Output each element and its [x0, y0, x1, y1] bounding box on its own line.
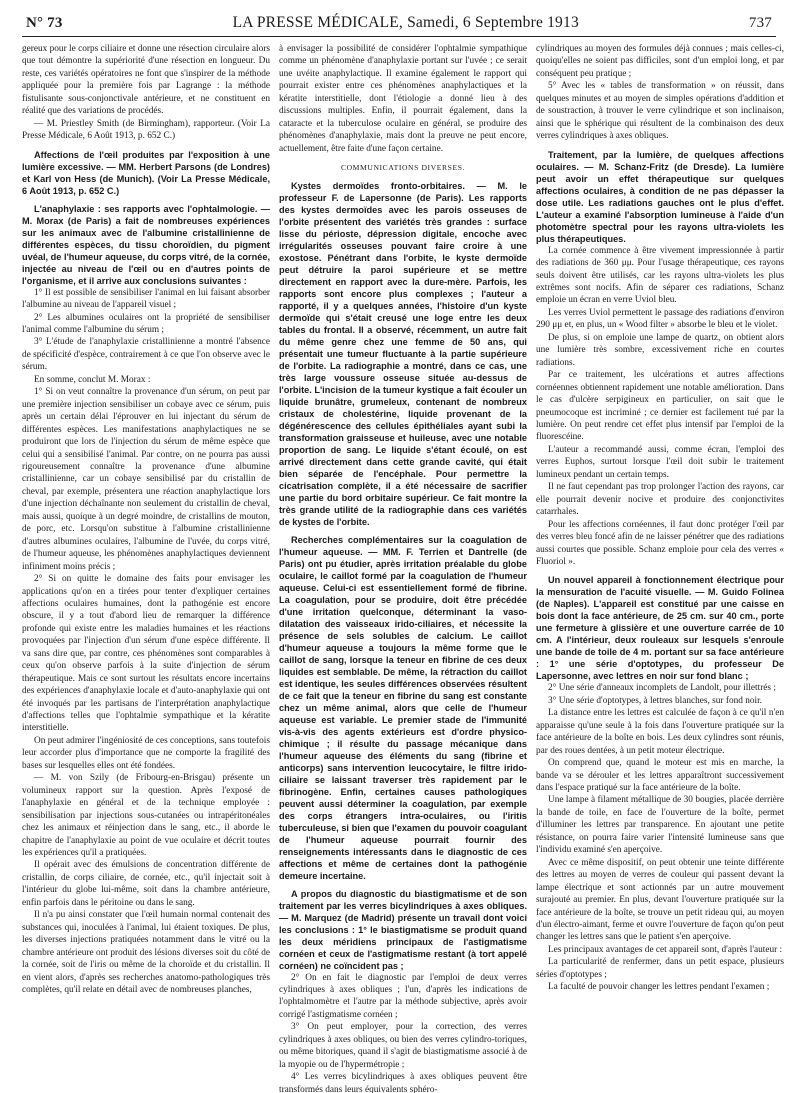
paragraph: 4° Les verres bicylindriques à axes obliques peuvent être transformés dans leurs équivalents sphéro- — [279, 1072, 527, 1093]
article-heading: Recherches complémentaires sur la coagulation de l'humeur aqueuse. — MM. F. Terrien et Dantrelle (de Paris) ont pu étudier, après irritation préalable du globe oculaire, le caillot formé par la coagulation de l'humeur aqueuse. Celui-ci est essentiellement formé de fibrine. La coagulation, pour se produire, doit être précédée d'une irritation quelconque, déterminant la vaso-dilatation des vaisseaux irido-ciliaires, et nécessite la présence de sels solubles de calcium. Le caillot d'humeur aqueuse a toujours la même forme que le caillot de sang, lorsque la teneur en fibrine de ces deux liquides est semblable. De même, la rétraction du caillot est identique, les seules différences observées résultent de ce fait que la teneur en fibrine du sang est constante chez un même animal, alors que celle de l'humeur aqueuse est variable. Le premier stade de l'immunité vis-à-vis des agents extérieurs est d'ordre physico-chimique ; il résulte du passage mécanique dans l'humeur aqueuse des éléments du sang (fibrine et anticorps) sans intervention leucocytaire, le filtre irido-ciliaire se laissant traverser très rapidement par le fibrinogène. Enfin, certaines causes pathologiques peuvent aussi déterminer la coagulation, par exemple des corps étrangers intra-oculaires, ou l'iritis tuberculeuse, si bien que l'examen du pouvoir coagulant de l'humeur aqueuse pourrait fournir des renseignements intéressants dans le diagnostic de ces affections et même de certaines dont la pathogénie demeure incertaine. — [279, 534, 527, 881]
journal-title: LA PRESSE MÉDICALE, Samedi, 6 Septembre 1913 — [232, 14, 579, 31]
paragraph: La distance entre les lettres est calculée de façon à ce qu'il n'en apparaisse qu'une seule à la fois dans l'ouverture pratiquée sur la face antérieure de la boîte en bois. Les deux cylindres sont réunis, par des roues dentées, à un petit moteur électrique. — [536, 708, 784, 756]
paragraph: La particularité de renfermer, dans un petit espace, plusieurs séries d'optotypes ; — [536, 957, 784, 980]
paragraph: 5° Avec les « tables de transformation » on réussit, dans quelques minutes et au moyen de simples opérations d'addition et de soustraction, à trouver le verre cylindrique et son inclinaison, ainsi que le sphérique qui résultent de la combinaison des deux verres cylindriques à axes obliques. — [536, 81, 784, 142]
header-rule — [22, 36, 776, 37]
column-left — [22, 43, 270, 1093]
article-heading: Un nouvel appareil à fonctionnement électrique pour la mensuration de l'acuité visuelle. — M. Guido Folinea (de Naples). L'appareil est constitué par une caisse en bois dont la face antérieure, de 25 cm. sur 40 cm., porte une fermeture à glissière et une ouverture carrée de 10 cm. A l'intérieur, deux rouleaux sur lesquels s'enroule une bande de toile de 4 m. portant sur sa face antérieure : 1° une série d'optotypes, du professeur De Lapersonne, avec lettres en noir sur fond blanc ; — [536, 575, 784, 682]
article-heading: L'anaphylaxie : ses rapports avec l'ophtalmologie. — M. Morax (de Paris) a fait de nombreuses expériences sur les animaux avec de l'albumine cristallinienne de différentes espèces, du tissu choroïdien, du pigment uvéal, de l'humeur aqueuse, du corps vitré, de la cornée, injectée au niveau de l'œil ou en d'autres points de l'organisme, et il arrive aux conclusions suivantes : — [22, 203, 270, 286]
column-right — [536, 43, 784, 1093]
paragraph: 2° Une série d'anneaux incomplets de Landolt, pour illettrés ; — [548, 683, 776, 694]
paragraph: à envisager la possibilité de considérer l'ophtalmie sympathique comme un phénomène d'anaphylaxie portant sur l'uvée ; ce serait une uvéite anaphylactique. Il examine également le rapport qui pourrait exister entre ces phénomènes anaphylactiques et la kératite interstitielle, dont l'étiologie a donné lieu à des discussions multiples. Enfin, il pourrait également, dans la cataracte et la tuberculose oculaire en général, se produire des phénomènes d'anaphylaxie, mais dont la preuve ne peut encore, actuellement, être faite d'une façon certaine. — [279, 44, 527, 154]
article-heading: Kystes dermoïdes fronto-orbitaires. — M. le professeur F. de Lapersonne (de Paris). Les rapports des kystes dermoïdes avec les parois osseuses de l'orbite présentent des variétés très grandes : surface lisse du périoste, dépression digitale, encoche avec irrégularités osseuses pouvant faire croire à une exostose. Pénétrant dans l'orbite, le kyste dermoïde peut détruire la paroi supérieure et se mettre directement en rapport avec la dure-mère. Parfois, les rapports sont encore plus complexes ; l'auteur a rapporté, il y a quelques années, l'histoire d'un kyste dermoïde qui s'était creusé une loge entre les deux tables du frontal. Il a observé, récemment, un autre fait du même genre chez une femme de 50 ans, qui présentait une tumeur fluctuante à la partie supérieure de l'orbite. La radiographie a montré, dans ce cas, une très large voussure osseuse située au-dessus de l'orbite. L'incision de la tumeur kystique a fait écouler un liquide brunâtre, grumeleux, contenant de nombreux cristaux de cholestérine, liquide provenant de la dégénérescence des cellules épithéliales ayant subi la transformation graisseuse et huileuse, avec une notable proportion de sang. Le liquide s'étant écoulé, on est arrivé directement dans cette grande cavité, qui était bien séparée de l'encéphale. Pour permettre la cicatrisation complète, il a été nécessaire de sacrifier une partie du bord orbitaire supérieur. Ce fait montre la très grande utilité de la radiographie dans ces variétés de kystes de l'orbite. — [279, 180, 527, 527]
article-columns — [22, 43, 784, 1093]
paragraph: Avec ce même dispositif, on peut obtenir une teinte différente des lettres au moyen de verres de couleur qui passent devant la lampe électrique et sont actionnés par un autre mouvement surajouté au premier. En plus, devant l'ouverture pratiquée sur la face antérieure de la boîte, se trouve un petit rideau qui, au moyen d'un électro-aimant, ferme et ouvre l'ouverture de façon qu'on peut changer les lettres sans que le patient s'en aperçoive. — [536, 857, 784, 943]
paragraph: 2° On en fait le diagnostic par l'emploi de deux verres cylindriques à axes obliques ; l'un, d'après les indications de l'ophtalmomètre et l'autre par la méthode subjective, après avoir corrigé l'astigmatisme cornéen ; — [279, 972, 527, 1020]
paragraph: — M. von Szily (de Fribourg-en-Brisgau) présente un volumineux rapport sur la question. Après l'exposé de l'anaphylaxie en général et de la technique employée : sensibilisation par injections sous-cutanées ou intrapéritonéales chez les animaux et réinjection dans le sang, etc., il aborde le chapitre de l'anaphylaxie au point de vue oculaire et décrit toutes les expériences qu'il a pratiquées. — [22, 773, 270, 859]
paragraph: Il opérait avec des émulsions de concentration différente de cristallin, de corps ciliaire, de cornée, etc., qu'il injectait soit à l'intérieur du globe lui-même, soit dans la chambre antérieure, enfin parfois dans le péritoine ou dans le sang. — [22, 860, 270, 908]
paragraph: Il n'a pu ainsi constater que l'œil humain normal contenait des substances qui, inoculées à l'animal, lui étaient toxiques. De plus, les diverses injections pratiquées notamment dans le vitré ou la chambre antérieure ont produit des lésions diverses soit du côté de la cornée, soit de l'iris ou même de la choroïde et du cristallin. Il en vient alors, d'après ses recherches anatomo-pathologiques très complètes, qu'il relate en détail avec de nombreuses planches, — [22, 910, 270, 995]
paragraph: Les verres Uviol permettent le passage des radiations d'environ 290 μμ et, en plus, un « Wood filter » absorbe le bleu et le violet. — [536, 307, 784, 331]
paragraph: 3° Une série d'optotypes, à lettres blanches, sur fond noir. — [548, 695, 763, 706]
paragraph: Une lampe à filament métallique de 30 bougies, placée derrière la bande de toile, en face de l'ouverture de la boîte, permet d'illuminer les lettres par transparence. En ajoutant une petite résistance, on pourra faire varier l'intensité lumineuse sans que l'individu examiné s'en aperçoive. — [536, 795, 784, 856]
page-header — [22, 14, 776, 36]
article-heading: A propos du diagnostic du biastigmatisme et de son traitement par les verres bicylindriques à axes obliques. — M. Marquez (de Madrid) présente un travail dont voici les conclusions : 1° le biastigmatisme se produit quand les deux méridiens principaux de l'astigmatisme cornéen et ceux de l'astigmatisme restant (à tort appelé cornéen) ne coïncident pas ; — [279, 888, 527, 971]
paragraph: La faculté de pouvoir changer les lettres pendant l'examen ; — [548, 982, 770, 993]
paragraph: 1° Si on veut connaître la provenance d'un sérum, on peut par une première injection sensibiliser un cobaye avec ce sérum, puis après un certain délai l'éprouver en lui injectant du sérum de différentes espèces. Les manifestations anaphylactiques ne se produiront que lors de l'injection du sérum de même espèce que celui qui a sensibilisé l'animal. Par contre, on ne pourra pas aussi rigoureusement connaître la provenance d'une albumine cristallinienne, car un cobaye sensibilisé par du cristallin de cheval, par exemple, présentera une réaction anaphylactique lors d'une injection déchaînante non seulement du cristallin de cheval, mais aussi, quoique à un degré moindre, de cristallins de mouton, de porc, etc. Lorsqu'on substitue à l'albumine cristallinienne d'autres albumines oculaires, l'albumine de l'uvée, du corps vitré, de l'humeur aqueuse, les phénomènes anaphylactiques deviennent infiniment moins précis ; — [22, 387, 270, 572]
paragraph: cylindriques au moyen des formules déjà connues ; mais celles-ci, quoiqu'elles ne soient pas difficiles, sont d'un emploi long, et par conséquent peu pratique ; — [536, 44, 784, 79]
paragraph: 3° L'étude de l'anaphylaxie cristallinienne a montré l'absence de spécificité d'espèce, contrairement à ce que l'on observe avec le sérum. — [22, 337, 270, 373]
article-heading: Affections de l'œil produites par l'exposition à une lumière excessive. — MM. Herbert Parsons (de Londres) et Karl von Hess (de Munich). (Voir La Presse Médicale, 6 Août 1913, p. 652 C.) — [22, 149, 270, 196]
paragraph: 2° Si on quitte le domaine des faits pour envisager les applications qu'on en a tirées pour tenter d'expliquer certaines affections oculaires humaines, dont la pathogénie est encore obscure, il y a tout d'abord lieu de remarquer la différence profonde qui existe entre les maladies humaines et les réactions provoquées par l'injection d'un sérum d'une espèce différente. Il va sans dire que, par contre, ces phénomènes sont comparables à ceux qu'on observe parfois à la suite d'injection de sérum thérapeutique. Mais ce sont surtout les résultats encore incertains des expériences d'anaphylaxie locale et d'auto-anaphylaxie qui ont été invoqués par les partisans de l'interprétation anaphylactique d'affections telles que l'ophtalmie sympathique et la kératite interstitielle. — [22, 574, 270, 734]
paragraph: Pour les affections cornéennes, il faut donc protéger l'œil par des verres bleu foncé afin de ne laisser pénétrer que des radiations aussi courtes que possible. Schanz emploie pour cela des verres « Fluoriol ». — [536, 519, 784, 567]
issue-number: N° 73 — [26, 15, 63, 31]
paragraph: La cornée commence à être vivement impressionnée à partir des radiations de 360 μμ. Pour l'usage thérapeutique, ces rayons seuls doivent être utilisés, car les rayons ultra-violets les plus extrêmes sont nocifs. Afin de séparer ces radiations, Schanz emploie un écran en verre Uviol bleu. — [536, 245, 784, 306]
paragraph: Les principaux avantages de cet appareil sont, d'après l'auteur : — [548, 944, 783, 955]
paragraph: — M. Priestley Smith (de Birmingham), rapporteur. (Voir La Presse Médicale, 6 Août 1913, p. 652 C.) — [22, 118, 270, 142]
paragraph: 2° Les albumines oculaires ont la propriété de sensibiliser l'animal comme l'albumine du sérum ; — [22, 312, 270, 335]
paragraph: On comprend que, quand le moteur est mis en marche, la bande va se dérouler et les lettres apparaîtront successivement dans l'espace pratiqué sur la face antérieure de la boîte. — [536, 758, 784, 794]
paragraph: De plus, si on emploie une lampe de quartz, on obtient alors une lumière très sombre, excessivement riche en courtes radiations. — [536, 332, 784, 368]
page-number: 737 — [748, 15, 772, 31]
paragraph: L'auteur a recommandé aussi, comme écran, l'emploi des verres Euphos, surtout lorsque l'œil doit subir le traitement lumineux pendant un certain temps. — [536, 444, 784, 480]
column-middle — [279, 43, 527, 1093]
paragraph: En somme, conclut M. Morax : — [34, 374, 151, 385]
paragraph: 3° On peut employer, pour la correction, des verres cylindriques à axes obliques, ou bien des verres cylindro-toriques, ou même bitoriques, quand il s'agit de biastigmatisme associé à de la myopie ou de l'hypermétropie ; — [279, 1022, 527, 1070]
paragraph: gereux pour le corps ciliaire et donne une résection circulaire alors que tout démontre la supériorité d'une résection en longueur. Du reste, ces variétés opératoires ne font que s'inspirer de la méthode appliquée pour la première fois par Lagrange : la méthode fistulisante sous-conjonctivale antérieure, et ne constituent en réalité que des variations de procédés. — [22, 44, 270, 117]
paragraph: 1° Il est possible de sensibiliser l'animal en lui faisant absorber l'albumine au niveau de l'appareil visuel ; — [22, 287, 270, 311]
paragraph: Par ce traitement, les ulcérations et autres affections cornéennes obtiennent rapidement une notable amélioration. Dans le cas d'ulcère serpigineux en particulier, on sait que le pneumocoque est incriminé ; ce dernier est facilement tué par la lumière. On peut rendre cet effet plus intensif par l'emploi de la fluorescéine. — [536, 370, 784, 443]
article-heading: Traitement, par la lumière, de quelques affections oculaires. — M. Schanz-Fritz (de Dresde). La lumière peut avoir un effet thérapeutique sur quelques affections oculaires, à condition de ne pas dépasser la dose utile. Les radiations gauches ont le plus d'effet. L'auteur a examiné l'absorption lumineuse à l'aide d'un photomètre spectral pour les rayons ultra-violets les plus thérapeutiques. — [536, 149, 784, 244]
section-title: COMMUNICATIONS DIVERSES. — [340, 163, 466, 173]
paragraph: On peut admirer l'ingéniosité de ces conceptions, sans toutefois leur accorder plus d'importance que ne comporte la fragilité des bases sur lesquelles elles ont été fondées. — [22, 735, 270, 771]
paragraph: Il ne faut cependant pas trop prolonger l'action des rayons, car elle pourrait devenir nocive et produire des conjonctivites catarrhales. — [536, 482, 784, 518]
